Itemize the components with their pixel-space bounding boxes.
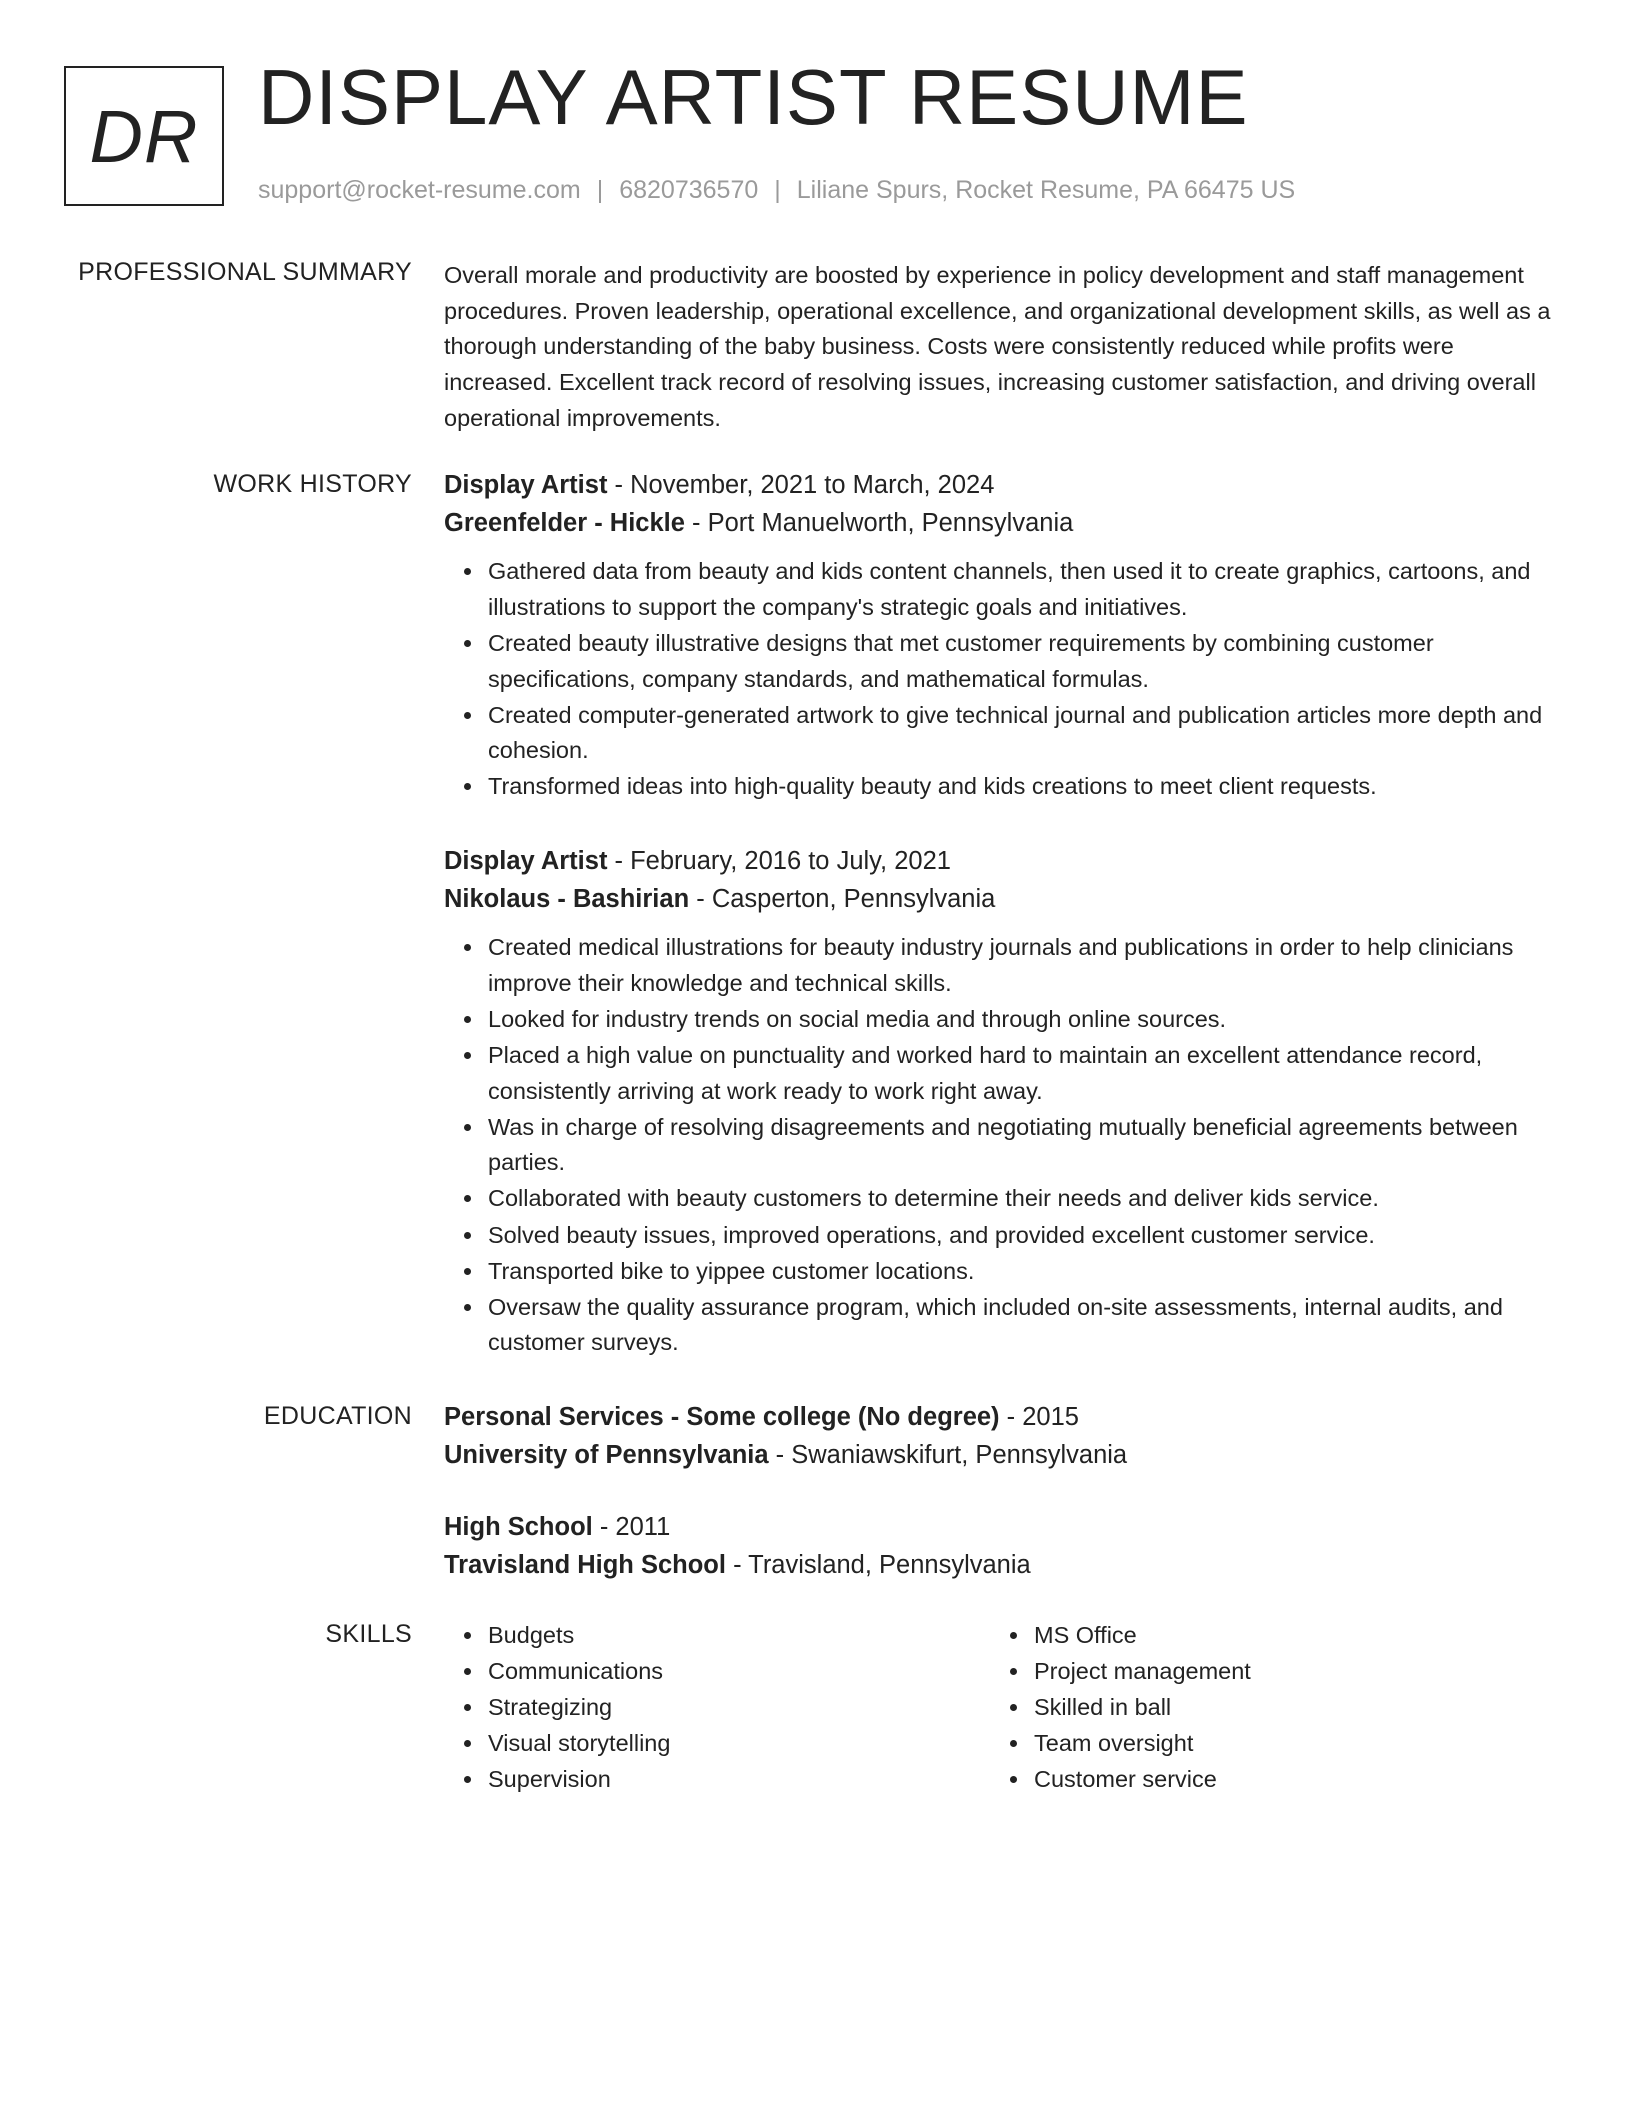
education-school: University of Pennsylvania: [444, 1441, 769, 1469]
skills-list: [444, 1618, 670, 1798]
skill-item: Customer service: [1034, 1762, 1251, 1798]
skill-item: MS Office: [1034, 1618, 1251, 1654]
job-entry: [444, 842, 1554, 1362]
list-item: Looked for industry trends on social media and through online sources.: [488, 1002, 1554, 1038]
skills-body: [444, 1618, 1554, 1818]
list-item: Transformed ideas into high-quality beauty and kids creations to meet client requests.: [488, 769, 1554, 805]
contact-email[interactable]: support@rocket-resume.com: [258, 176, 581, 204]
skills-list: [990, 1618, 1251, 1798]
education-location: - Travisland, Pennsylvania: [725, 1551, 1031, 1579]
education-entry: [444, 1508, 1554, 1584]
job-title-line: [444, 842, 1554, 880]
list-item: Gathered data from beauty and kids content channels, then used it to create graphics, cartoons, and illustrations to support the company's strategic goals and initiatives.: [488, 554, 1554, 625]
job-title-line: [444, 466, 1554, 504]
skill-item: Visual storytelling: [488, 1726, 670, 1762]
summary-text: Overall morale and productivity are boosted by experience in policy development and staff management procedures. Proven leadership, operational excellence, and organizational development skills, as well as a thorough understanding of the baby business. Costs were consistently reduced while profits were increased. Excellent track record of resolving issues, increasing customer satisfaction, and driving overall operational improvements.: [444, 262, 1551, 431]
education-school-line: [444, 1546, 1554, 1584]
job-dates: - February, 2016 to July, 2021: [607, 847, 951, 875]
skill-item: Team oversight: [1034, 1726, 1251, 1762]
section-heading-skills: SKILLS: [325, 1620, 412, 1648]
contact-phone[interactable]: 6820736570: [619, 176, 759, 204]
list-item: Created computer-generated artwork to give technical journal and publication articles more depth and cohesion.: [488, 698, 1554, 769]
education-school-line: [444, 1436, 1554, 1474]
list-item: Collaborated with beauty customers to determine their needs and deliver kids service.: [488, 1181, 1554, 1217]
education-school: Travisland High School: [444, 1551, 726, 1579]
job-location: - Casperton, Pennsylvania: [689, 885, 996, 913]
job-bullets: [444, 930, 1554, 1361]
education-location: - Swaniawskifurt, Pennsylvania: [768, 1441, 1128, 1469]
job-company: Nikolaus - Bashirian: [444, 885, 690, 913]
skills-column-right: [990, 1618, 1251, 1798]
education-degree-line: [444, 1508, 1554, 1546]
contact-line: [258, 176, 1295, 205]
job-company: Greenfelder - Hickle: [444, 509, 685, 537]
skill-item: Skilled in ball: [1034, 1690, 1251, 1726]
education-entry: [444, 1398, 1554, 1474]
contact-separator: |: [596, 176, 604, 204]
skills-column-left: [444, 1618, 670, 1798]
job-company-line: [444, 504, 1554, 542]
job-location: - Port Manuelworth, Pennsylvania: [684, 509, 1074, 537]
skill-item: Budgets: [488, 1618, 670, 1654]
job-title: Display Artist: [444, 471, 608, 499]
list-item: Was in charge of resolving disagreements and negotiating mutually beneficial agreements between parties.: [488, 1110, 1554, 1181]
section-heading-education: EDUCATION: [263, 1402, 412, 1430]
education-degree: Personal Services - Some college (No degree): [444, 1403, 1000, 1431]
job-entry: [444, 466, 1554, 805]
contact-address: Liliane Spurs, Rocket Resume, PA 66475 US: [796, 176, 1296, 204]
monogram-initials: DR: [89, 94, 199, 178]
job-title: Display Artist: [444, 847, 608, 875]
list-item: Placed a high value on punctuality and worked hard to maintain an excellent attendance record, consistently arriving at work ready to work right away.: [488, 1038, 1554, 1109]
skill-item: Supervision: [488, 1762, 670, 1798]
job-company-line: [444, 880, 1554, 918]
education-year: - 2015: [999, 1403, 1079, 1431]
job-dates: - November, 2021 to March, 2024: [607, 471, 995, 499]
job-bullets: [444, 554, 1554, 805]
list-item: Transported bike to yippee customer locations.: [488, 1254, 1554, 1290]
education-degree-line: [444, 1398, 1554, 1436]
education-degree: High School: [444, 1513, 593, 1541]
list-item: Oversaw the quality assurance program, which included on-site assessments, internal audits, and customer surveys.: [488, 1290, 1554, 1361]
monogram-box: [64, 66, 224, 206]
section-heading-summary: PROFESSIONAL SUMMARY: [78, 258, 412, 286]
skill-item: Project management: [1034, 1654, 1251, 1690]
contact-separator: |: [774, 176, 781, 204]
section-heading-work-history: WORK HISTORY: [213, 470, 412, 498]
list-item: Created beauty illustrative designs that met customer requirements by combining customer specifications, company standards, and mathematical formulas.: [488, 626, 1554, 697]
skill-item: Strategizing: [488, 1690, 670, 1726]
skill-item: Communications: [488, 1654, 670, 1690]
list-item: Solved beauty issues, improved operations, and provided excellent customer service.: [488, 1218, 1554, 1254]
education-year: - 2011: [592, 1513, 671, 1541]
list-item: Created medical illustrations for beauty industry journals and publications in order to help clinicians improve their knowledge and technical skills.: [488, 930, 1554, 1001]
resume-title: DISPLAY ARTIST RESUME: [258, 53, 1249, 141]
